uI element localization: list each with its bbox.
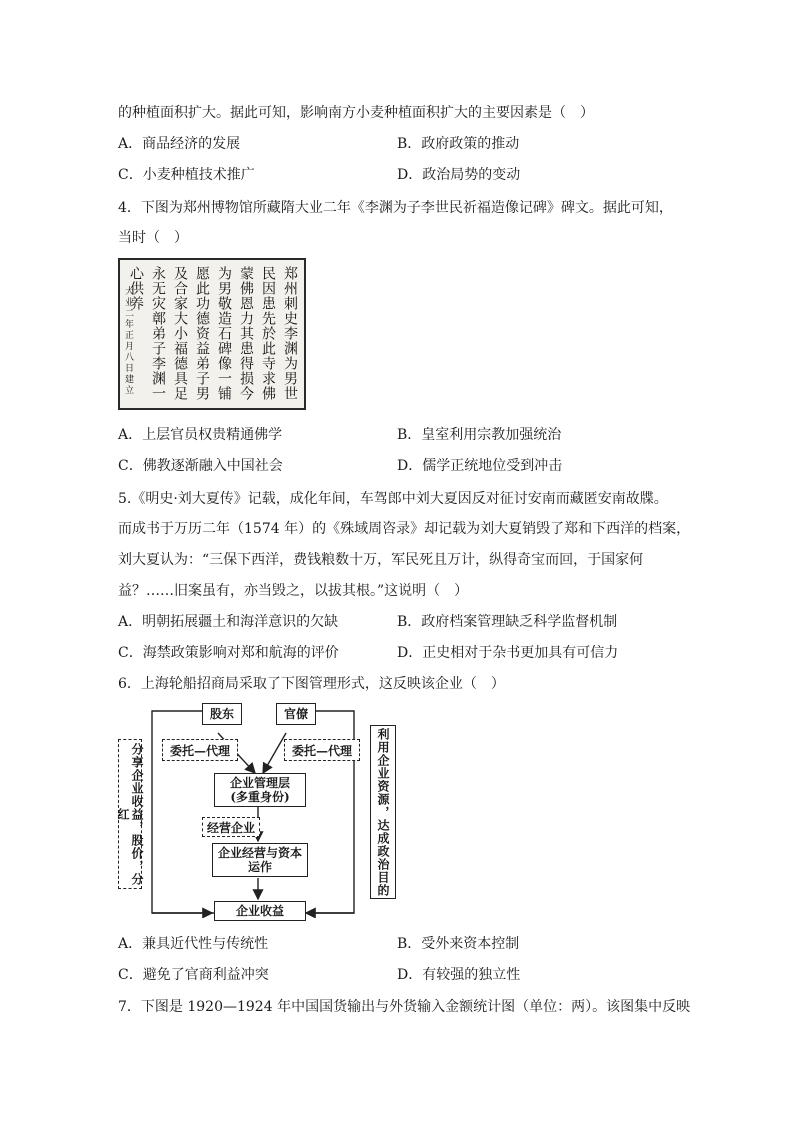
left-note-box: 分享企业收益，股价，分红 bbox=[118, 739, 142, 889]
q5-stem-line2: 而成书于万历二年（1574 年）的《殊域周咨录》却记载为刘大夏销毁了郑和下西洋的档案， bbox=[118, 521, 691, 537]
q3-option-c: C．小麦种植技术推广 bbox=[118, 167, 255, 183]
q7-stem: 7．下图是 1920—1924 年中国国货输出与外货输入金额统计图（单位：两）。该图集中反映 bbox=[118, 999, 691, 1015]
diagram-connectors bbox=[118, 703, 408, 918]
stele-inscription-image bbox=[118, 258, 306, 410]
q3-option-b: B．政府政策的推动 bbox=[397, 136, 520, 152]
q4-option-d: D．儒学正统地位受到冲击 bbox=[397, 458, 563, 474]
operation-box: 企业经营与资本 运作 bbox=[212, 843, 308, 877]
management-box: 企业管理层 (多重身份) bbox=[214, 773, 306, 807]
q5-option-b: B．政府档案管理缺乏科学监督机制 bbox=[397, 614, 618, 630]
inscription-column: 心供养 bbox=[128, 266, 144, 311]
q5-option-d: D．正史相对于杂书更加具有可信力 bbox=[397, 645, 619, 661]
q5-stem-line4: 益？……旧案虽有，亦当毁之，以拔其根。”这说明（ ） bbox=[118, 583, 469, 599]
q4-option-a: A．上层官员权贵精通佛学 bbox=[118, 427, 283, 443]
inscription-date: 大业二年正月八日建立 bbox=[123, 286, 133, 396]
inscription-column: 永无灾鄣弟子李渊一 bbox=[150, 266, 166, 401]
delegate-agent-right: 委托—代理 bbox=[284, 739, 360, 761]
management-structure-diagram bbox=[118, 703, 408, 918]
operate-enterprise-label: 经营企业 bbox=[202, 817, 260, 837]
q5-stem-line3: 刘大夏认为：“三保下西洋，费钱粮数十万，军民死且万计，纵得奇宝而回，于国家何 bbox=[118, 552, 644, 568]
q4-option-b: B．皇室利用宗教加强统治 bbox=[397, 427, 562, 443]
q6-option-d: D．有较强的独立性 bbox=[397, 967, 521, 983]
officials-box: 官僚 bbox=[276, 703, 316, 725]
right-note-box: 利用企业资源，达成政治目的 bbox=[370, 725, 396, 899]
q3-option-d: D．政治局势的变动 bbox=[397, 167, 521, 183]
inscription-column: 及合家大小福德具足 bbox=[172, 266, 188, 401]
inscription-column: 为男敬造石碑像一铺 bbox=[216, 266, 232, 401]
q5-option-a: A．明朝拓展疆土和海洋意识的欠缺 bbox=[118, 614, 339, 630]
q4-stem-line2: 当时（ ） bbox=[118, 230, 188, 246]
q5-stem-line1: 5.《明史·刘大夏传》记载，成化年间，车驾郎中刘大夏因反对征讨安南而藏匿安南故牒。 bbox=[118, 491, 668, 507]
arrow-officials-to-management bbox=[263, 733, 286, 773]
inscription-column: 愿此功德资益弟子男 bbox=[194, 266, 210, 401]
shareholders-box: 股东 bbox=[202, 703, 242, 725]
inscription-column: 郑州刺史李渊为男世 bbox=[282, 266, 298, 401]
q6-option-c: C．避免了官商利益冲突 bbox=[118, 967, 269, 983]
delegate-agent-left: 委托—代理 bbox=[162, 739, 238, 761]
q4-stem-line1: 4．下图为郑州博物馆所藏隋大业二年《李渊为子李世民祈福造像记碑》碑文。据此可知， bbox=[118, 200, 673, 216]
revenue-box: 企业收益 bbox=[214, 901, 306, 921]
q5-option-c: C．海禁政策影响对郑和航海的评价 bbox=[118, 645, 339, 661]
q3-stem-tail: 的种植面积扩大。据此可知，影响南方小麦种植面积扩大的主要因素是（ ） bbox=[118, 105, 594, 121]
q6-stem: 6．上海轮船招商局采取了下图管理形式，这反映该企业（ ） bbox=[118, 676, 505, 692]
q6-option-a: A．兼具近代性与传统性 bbox=[118, 936, 269, 952]
inscription-column: 蒙佛恩力其患得损今 bbox=[238, 266, 254, 401]
q4-option-c: C．佛教逐渐融入中国社会 bbox=[118, 458, 283, 474]
q6-option-b: B．受外来资本控制 bbox=[397, 936, 520, 952]
q3-option-a: A．商品经济的发展 bbox=[118, 136, 241, 152]
inscription-column: 民因患先於此寺求佛 bbox=[260, 266, 276, 401]
